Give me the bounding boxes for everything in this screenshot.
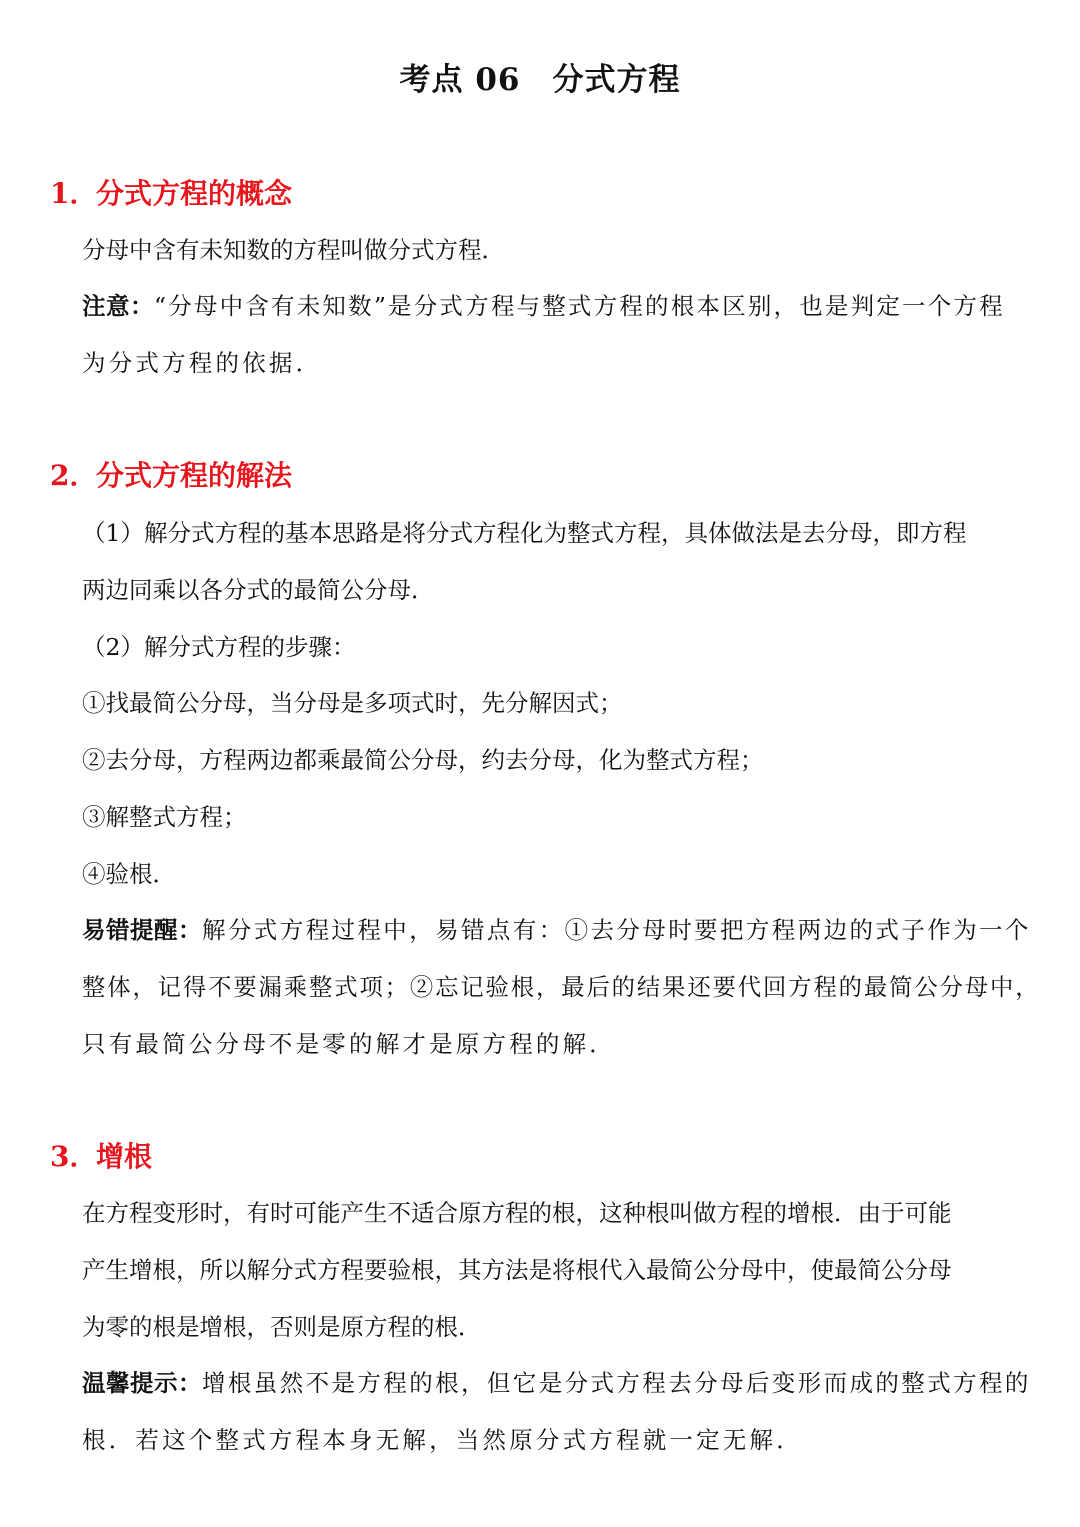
- hint-text: 增根虽然不是方程的根，但它是分式方程去分母后变形而成的整式方程的: [202, 1369, 1031, 1397]
- section-1-title: 分式方程的概念: [96, 177, 293, 210]
- section-2-number: 2．: [50, 459, 98, 492]
- section-2-tip-line-3: 只有最简公分母不是零的解才是原方程的解．: [82, 1030, 616, 1058]
- section-3-heading: [50, 1137, 152, 1177]
- section-3-body-line-1: 在方程变形时，有时可能产生不适合原方程的根，这种根叫做方程的增根．由于可能: [82, 1199, 952, 1227]
- page-title: 考点 06 分式方程: [399, 62, 681, 98]
- section-1-number: 1．: [50, 177, 98, 210]
- tip-label: 易错提醒：: [82, 916, 202, 944]
- section-3-hint-line-1: [82, 1366, 1031, 1400]
- section-3-hint-line-2: 根．若这个整式方程本身无解，当然原分式方程就一定无解．: [82, 1426, 803, 1454]
- note-text: “分母中含有未知数”是分式方程与整式方程的根本区别，也是判定一个方程: [154, 292, 1005, 320]
- section-3-body-line-2: 产生增根，所以解分式方程要验根，其方法是将根代入最简公分母中，使最简公分母: [82, 1256, 952, 1284]
- tip-text: 解分式方程过程中，易错点有：①去分母时要把方程两边的式子作为一个: [202, 916, 1031, 944]
- section-1-note-line-2: 为分式方程的依据．: [82, 349, 323, 377]
- section-1-note-line-1: [82, 289, 1005, 323]
- section-2-title: 分式方程的解法: [96, 459, 293, 492]
- section-2-para-1-line-1: （1）解分式方程的基本思路是将分式方程化为整式方程，具体做法是去分母，即方程: [82, 519, 967, 547]
- section-1-heading: [50, 174, 292, 214]
- section-2-heading: [50, 456, 292, 496]
- step-2: ②去分母，方程两边都乘最简公分母，约去分母，化为整式方程；: [82, 746, 764, 774]
- step-4: ④验根．: [82, 860, 176, 888]
- step-1: ①找最简公分母，当分母是多项式时，先分解因式；: [82, 689, 623, 717]
- step-3: ③解整式方程；: [82, 803, 247, 831]
- section-2-para-1-line-2: 两边同乘以各分式的最简公分母．: [82, 576, 435, 604]
- section-3-number: 3．: [50, 1140, 98, 1173]
- hint-label: 温馨提示：: [82, 1369, 202, 1397]
- section-3-body-line-3: 为零的根是增根，否则是原方程的根．: [82, 1313, 482, 1341]
- section-2-tip-line-2: 整体，记得不要漏乘整式项；②忘记验根，最后的结果还要代回方程的最简公分母中，: [82, 973, 1041, 1001]
- section-1-definition: 分母中含有未知数的方程叫做分式方程．: [82, 236, 505, 264]
- section-2-para-2: （2）解分式方程的步骤：: [82, 633, 356, 661]
- section-2-tip-line-1: [82, 913, 1031, 947]
- note-label: 注意：: [82, 292, 154, 320]
- section-3-title: 增根: [96, 1140, 153, 1173]
